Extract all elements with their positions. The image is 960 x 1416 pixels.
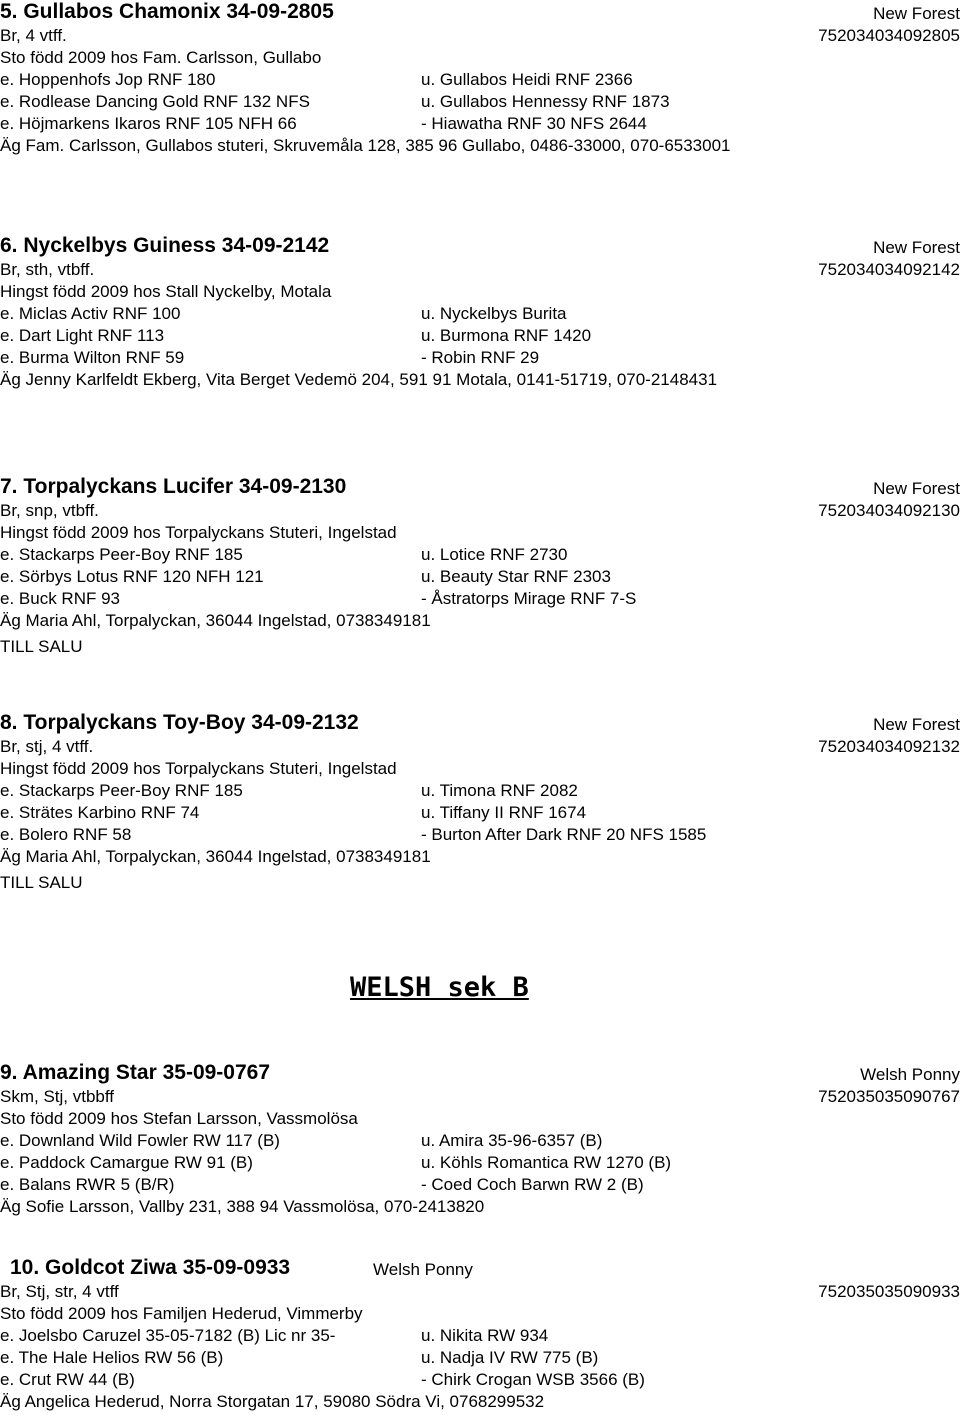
- entry-title-row: [0, 0, 960, 26]
- id-number: 752034034092132: [818, 737, 960, 756]
- pedigree-row: [0, 567, 960, 589]
- entry-8: [0, 711, 960, 897]
- owner: Äg Maria Ahl, Torpalyckan, 36044 Ingelstad, 0738349181: [0, 847, 431, 866]
- entry-9: [0, 1061, 960, 1219]
- bred-by: Hingst född 2009 hos Stall Nyckelby, Motala: [0, 282, 332, 301]
- dam: u. Nikita RW 934: [421, 1326, 549, 1345]
- bred-by-row: [0, 523, 960, 545]
- sire: e. Dart Light RNF 113: [0, 326, 165, 345]
- entry-5: [0, 0, 960, 158]
- breed-label: New Forest: [873, 238, 960, 257]
- description-row: [0, 26, 960, 48]
- description-row: [0, 1282, 960, 1304]
- owner: Äg Jenny Karlfeldt Ekberg, Vita Berget Vedemö 204, 591 91 Motala, 0141-51719, 070-2148431: [0, 370, 718, 389]
- entry-title: 9. Amazing Star 35-09-0767: [0, 1061, 271, 1084]
- sire: e. Crut RW 44 (B): [0, 1370, 135, 1389]
- pedigree-row: [0, 1326, 960, 1348]
- sire: e. Strätes Karbino RNF 74: [0, 803, 200, 822]
- owner: Äg Sofie Larsson, Vallby 231, 388 94 Vassmolösa, 070-2413820: [0, 1197, 485, 1216]
- owner-row: [0, 611, 960, 633]
- sale-note: TILL SALU: [0, 873, 83, 892]
- breed-label: New Forest: [873, 4, 960, 23]
- description-row: [0, 260, 960, 282]
- entry-title-row: [0, 234, 960, 260]
- dam: u. Timona RNF 2082: [421, 781, 578, 800]
- sire: e. Sörbys Lotus RNF 120 NFH 121: [0, 567, 264, 586]
- bred-by: Hingst född 2009 hos Torpalyckans Stuteri, Ingelstad: [0, 759, 397, 778]
- description: Skm, Stj, vtbbff: [0, 1087, 115, 1106]
- pedigree-row: [0, 589, 960, 611]
- entry-title-row: [0, 475, 960, 501]
- dam: u. Nyckelbys Burita: [421, 304, 567, 323]
- bred-by-row: [0, 759, 960, 781]
- pedigree-row: [0, 803, 960, 825]
- description-row: [0, 737, 960, 759]
- breed-label: New Forest: [873, 715, 960, 734]
- owner-row: [0, 136, 960, 158]
- dam: - Åstratorps Mirage RNF 7-S: [421, 589, 637, 608]
- pedigree-row: [0, 545, 960, 567]
- owner-row: [0, 1392, 960, 1414]
- entry-title-row: [0, 711, 960, 737]
- sale-note: TILL SALU: [0, 637, 83, 656]
- bred-by-row: [0, 1109, 960, 1131]
- bred-by-row: [0, 282, 960, 304]
- dam: u. Nadja IV RW 775 (B): [421, 1348, 599, 1367]
- owner-row: [0, 1197, 960, 1219]
- dam: - Burton After Dark RNF 20 NFS 1585: [421, 825, 707, 844]
- sire: e. Joelsbo Caruzel 35-05-7182 (B) Lic nr 35-: [0, 1326, 336, 1345]
- bred-by: Sto född 2009 hos Familjen Hederud, Vimmerby: [0, 1304, 363, 1323]
- entry-10: [0, 1256, 960, 1414]
- sire: e. Stackarps Peer-Boy RNF 185: [0, 545, 243, 564]
- id-number: 752035035090933: [818, 1282, 960, 1301]
- sire: e. Bolero RNF 58: [0, 825, 132, 844]
- pedigree-row: [0, 1175, 960, 1197]
- owner: Äg Angelica Hederud, Norra Storgatan 17, 59080 Södra Vi, 0768299532: [0, 1392, 545, 1411]
- owner: Äg Fam. Carlsson, Gullabos stuteri, Skruvemåla 128, 385 96 Gullabo, 0486-33000, 070-6533001: [0, 136, 731, 155]
- sire: e. Paddock Camargue RW 91 (B): [0, 1153, 253, 1172]
- id-number: 752034034092130: [818, 501, 960, 520]
- sale-note-row: [0, 869, 960, 897]
- description-row: [0, 1087, 960, 1109]
- sire: e. Höjmarkens Ikaros RNF 105 NFH 66: [0, 114, 297, 133]
- bred-by-row: [0, 1304, 960, 1326]
- sire: e. The Hale Helios RW 56 (B): [0, 1348, 224, 1367]
- breed-label: Welsh Ponny: [860, 1065, 960, 1084]
- pedigree-row: [0, 1153, 960, 1175]
- description: Br, sth, vtbff.: [0, 260, 95, 279]
- dam: u. Tiffany II RNF 1674: [421, 803, 587, 822]
- sire: e. Rodlease Dancing Gold RNF 132 NFS: [0, 92, 310, 111]
- sire: e. Balans RWR 5 (B/R): [0, 1175, 175, 1194]
- pedigree-row: [0, 326, 960, 348]
- bred-by: Sto född 2009 hos Stefan Larsson, Vassmolösa: [0, 1109, 358, 1128]
- pedigree-row: [0, 304, 960, 326]
- description: Br, snp, vtbff.: [0, 501, 99, 520]
- sale-note-row: [0, 633, 960, 661]
- dam: u. Gullabos Hennessy RNF 1873: [421, 92, 670, 111]
- dam: - Coed Coch Barwn RW 2 (B): [421, 1175, 644, 1194]
- pedigree-row: [0, 1370, 960, 1392]
- description-row: [0, 501, 960, 523]
- pedigree-row: [0, 70, 960, 92]
- pedigree-row: [0, 114, 960, 136]
- entry-title-row: [0, 1256, 960, 1282]
- entry-title: 8. Torpalyckans Toy-Boy 34-09-2132: [0, 711, 359, 734]
- pedigree-row: [0, 781, 960, 803]
- description: Br, stj, 4 vtff.: [0, 737, 94, 756]
- id-number: 752034034092805: [818, 26, 960, 45]
- bred-by: Hingst född 2009 hos Torpalyckans Stuteri, Ingelstad: [0, 523, 397, 542]
- sire: e. Burma Wilton RNF 59: [0, 348, 185, 367]
- pedigree-row: [0, 825, 960, 847]
- dam: - Robin RNF 29: [421, 348, 540, 367]
- sire: e. Stackarps Peer-Boy RNF 185: [0, 781, 243, 800]
- dam: - Hiawatha RNF 30 NFS 2644: [421, 114, 647, 133]
- sire: e. Hoppenhofs Jop RNF 180: [0, 70, 216, 89]
- entry-title: 10. Goldcot Ziwa 35-09-0933: [10, 1256, 291, 1279]
- breed-label: Welsh Ponny: [373, 1260, 473, 1279]
- bred-by-row: [0, 48, 960, 70]
- description: Br, Stj, str, 4 vtff: [0, 1282, 119, 1301]
- dam: u. Amira 35-96-6357 (B): [421, 1131, 603, 1150]
- dam: u. Gullabos Heidi RNF 2366: [421, 70, 633, 89]
- id-number: 752035035090767: [818, 1087, 960, 1106]
- pedigree-row: [0, 1348, 960, 1370]
- id-number: 752034034092142: [818, 260, 960, 279]
- entry-title: 5. Gullabos Chamonix 34-09-2805: [0, 0, 334, 23]
- sire: e. Miclas Activ RNF 100: [0, 304, 181, 323]
- dam: - Chirk Crogan WSB 3566 (B): [421, 1370, 645, 1389]
- dam: u. Burmona RNF 1420: [421, 326, 592, 345]
- dam: u. Lotice RNF 2730: [421, 545, 568, 564]
- entry-title: 7. Torpalyckans Lucifer 34-09-2130: [0, 475, 347, 498]
- owner-row: [0, 370, 960, 392]
- bred-by: Sto född 2009 hos Fam. Carlsson, Gullabo: [0, 48, 322, 67]
- owner: Äg Maria Ahl, Torpalyckan, 36044 Ingelstad, 0738349181: [0, 611, 431, 630]
- entry-7: [0, 475, 960, 661]
- entry-6: [0, 234, 960, 392]
- pedigree-row: [0, 92, 960, 114]
- breed-label: New Forest: [873, 479, 960, 498]
- sire: e. Buck RNF 93: [0, 589, 120, 608]
- pedigree-row: [0, 1131, 960, 1153]
- entry-title-row: [0, 1061, 960, 1087]
- sire: e. Downland Wild Fowler RW 117 (B): [0, 1131, 280, 1150]
- owner-row: [0, 847, 960, 869]
- dam: u. Köhls Romantica RW 1270 (B): [421, 1153, 672, 1172]
- pedigree-row: [0, 348, 960, 370]
- dam: u. Beauty Star RNF 2303: [421, 567, 611, 586]
- entry-title: 6. Nyckelbys Guiness 34-09-2142: [0, 234, 330, 257]
- description: Br, 4 vtff.: [0, 26, 67, 45]
- section-heading: WELSH sek B: [350, 972, 529, 1003]
